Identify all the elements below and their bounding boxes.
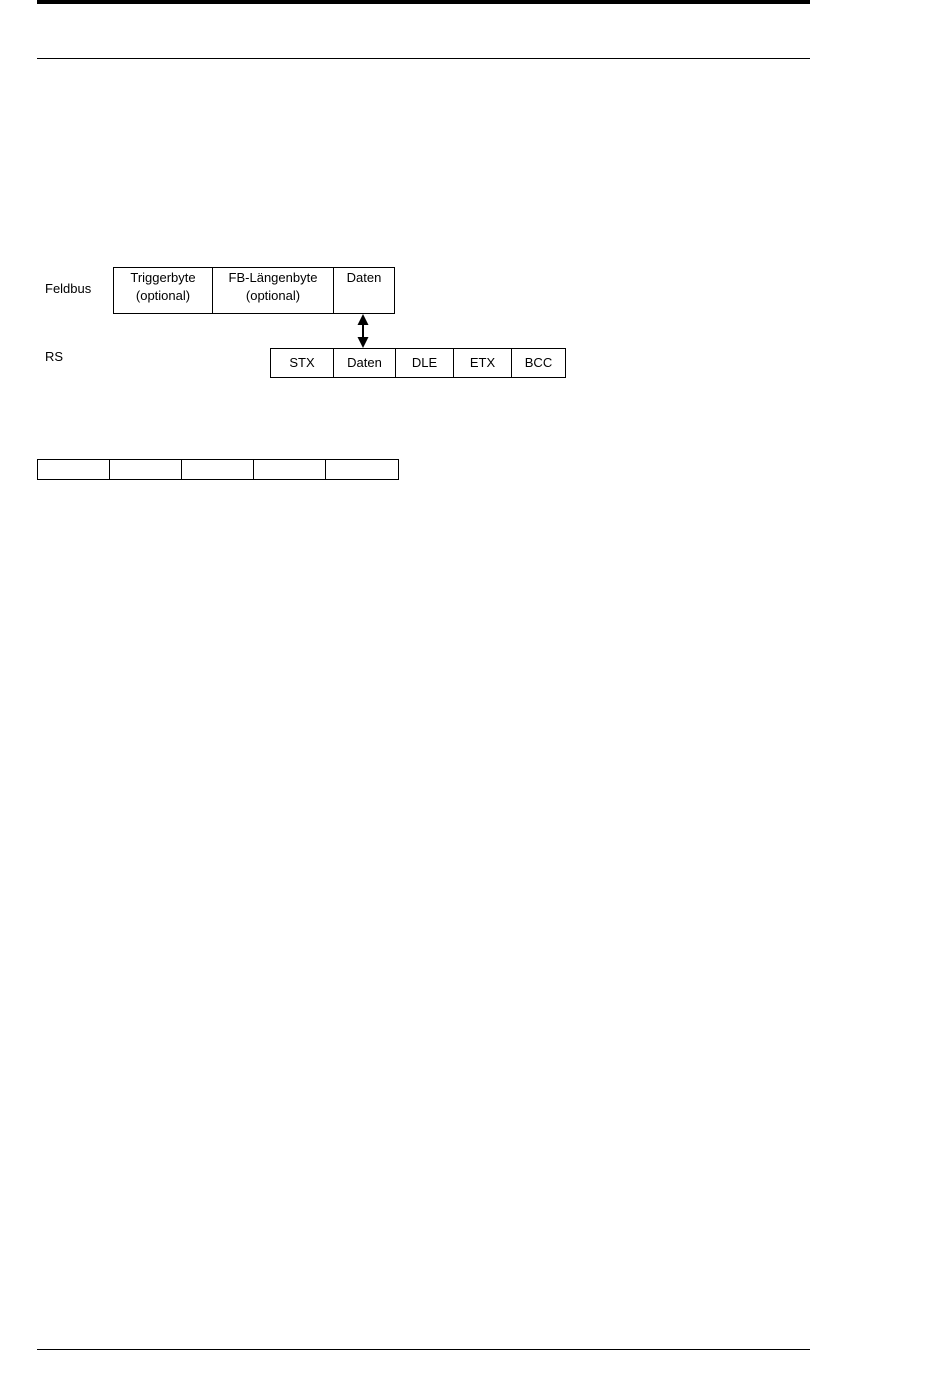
feldbus-cell-daten <box>334 268 394 313</box>
header-thin-rule <box>37 58 810 59</box>
rs-label: RS <box>45 349 64 364</box>
feldbus-cell-triggerbyte <box>114 268 213 313</box>
feldbus-cell-fb-laengenbyte-line2: (optional) <box>245 288 301 303</box>
empty-table-cell <box>38 460 110 479</box>
feldbus-cell-fb-laengenbyte-line1: FB-Längenbyte <box>228 270 318 285</box>
footer-thin-rule <box>37 1349 810 1350</box>
empty-table-cell <box>254 460 326 479</box>
rs-frame <box>270 348 566 378</box>
double-headed-arrow-icon <box>355 313 371 349</box>
feldbus-cell-fb-laengenbyte <box>213 268 334 313</box>
empty-table-cell <box>326 460 398 479</box>
empty-table <box>37 459 399 480</box>
feldbus-cell-triggerbyte-line1: Triggerbyte <box>130 270 196 285</box>
empty-table-cell <box>110 460 182 479</box>
empty-table-cell <box>182 460 254 479</box>
rs-cell-bcc: BCC <box>524 355 553 370</box>
rs-cell-dle: DLE <box>396 349 454 377</box>
feldbus-frame <box>113 267 395 314</box>
rs-cell-etx: ETX <box>454 349 512 377</box>
header-thick-rule <box>37 0 810 4</box>
feldbus-label: Feldbus <box>45 281 92 296</box>
rs-cell-daten: Daten <box>334 349 396 377</box>
feldbus-cell-triggerbyte-line2: (optional) <box>135 288 191 303</box>
rs-cell-stx: STX <box>271 349 334 377</box>
feldbus-cell-daten-line1: Daten <box>346 270 382 285</box>
